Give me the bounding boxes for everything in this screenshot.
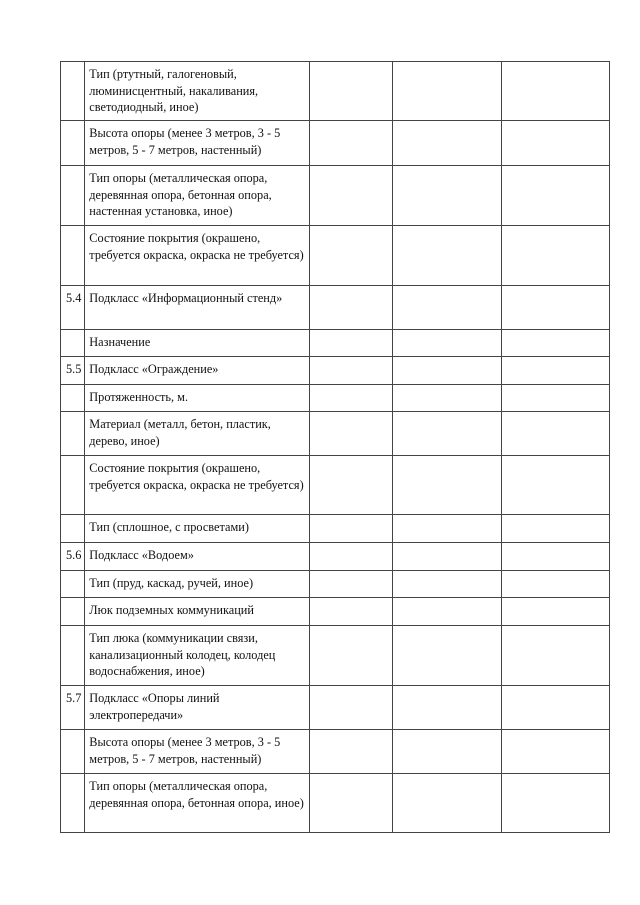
row-number-cell: [61, 515, 85, 543]
table-row: [61, 774, 610, 833]
value-cell-1: [310, 121, 393, 166]
row-number-cell: [61, 456, 85, 515]
row-number-cell: [61, 598, 85, 626]
attribute-name-cell: Высота опоры (менее 3 метров, 3 - 5 метров, 5 - 7 метров, настенный): [85, 121, 310, 166]
value-cell-2: [393, 730, 501, 774]
table-row: [61, 62, 610, 121]
value-cell-2: [393, 543, 501, 571]
value-cell-1: [310, 357, 393, 385]
row-number-cell: [61, 626, 85, 686]
table-row: [61, 456, 610, 515]
value-cell-2: [393, 226, 501, 286]
table-row: [61, 286, 610, 330]
value-cell-3: [501, 226, 609, 286]
row-number-cell: 5.6: [61, 543, 85, 571]
attribute-name-cell: Высота опоры (менее 3 метров, 3 - 5 метров, 5 - 7 метров, настенный): [85, 730, 310, 774]
value-cell-1: [310, 686, 393, 730]
value-cell-2: [393, 330, 501, 357]
row-number-cell: [61, 226, 85, 286]
table-row: [61, 357, 610, 385]
value-cell-3: [501, 515, 609, 543]
value-cell-2: [393, 357, 501, 385]
attribute-name-cell: Люк подземных коммуникаций: [85, 598, 310, 626]
value-cell-3: [501, 456, 609, 515]
attribute-name-cell: Состояние покрытия (окрашено, требуется окраска, окраска не требуется): [85, 226, 310, 286]
table-row: [61, 543, 610, 571]
row-number-cell: 5.4: [61, 286, 85, 330]
table-row: [61, 121, 610, 166]
row-number-cell: [61, 774, 85, 833]
attribute-name-cell: Тип опоры (металлическая опора, деревянная опора, бетонная опора, иное): [85, 774, 310, 833]
attribute-name-cell: Состояние покрытия (окрашено, требуется окраска, окраска не требуется): [85, 456, 310, 515]
attribute-name-cell: Протяженность, м.: [85, 385, 310, 412]
value-cell-1: [310, 515, 393, 543]
value-cell-3: [501, 121, 609, 166]
attribute-name-cell: Подкласс «Водоем»: [85, 543, 310, 571]
value-cell-1: [310, 226, 393, 286]
value-cell-3: [501, 330, 609, 357]
row-number-cell: [61, 730, 85, 774]
value-cell-2: [393, 686, 501, 730]
row-number-cell: [61, 412, 85, 456]
table-row: [61, 166, 610, 226]
table-row: [61, 226, 610, 286]
row-number-cell: 5.7: [61, 686, 85, 730]
value-cell-2: [393, 626, 501, 686]
attribute-name-cell: Назначение: [85, 330, 310, 357]
value-cell-3: [501, 357, 609, 385]
value-cell-3: [501, 686, 609, 730]
table-row: [61, 330, 610, 357]
value-cell-2: [393, 456, 501, 515]
table-row: [61, 412, 610, 456]
attribute-name-cell: Тип (сплошное, с просветами): [85, 515, 310, 543]
table-row: [61, 626, 610, 686]
row-number-cell: [61, 62, 85, 121]
table-row: [61, 730, 610, 774]
attribute-name-cell: Подкласс «Информационный стенд»: [85, 286, 310, 330]
attribute-name-cell: Тип (пруд, каскад, ручей, иное): [85, 571, 310, 598]
value-cell-1: [310, 62, 393, 121]
row-number-cell: [61, 571, 85, 598]
value-cell-3: [501, 598, 609, 626]
table-row: [61, 515, 610, 543]
value-cell-2: [393, 166, 501, 226]
table-row: [61, 598, 610, 626]
attribute-name-cell: Тип (ртутный, галогеновый, люминисцентный, накаливания, светодиодный, иное): [85, 62, 310, 121]
value-cell-2: [393, 774, 501, 833]
row-number-cell: 5.5: [61, 357, 85, 385]
attribute-name-cell: Подкласс «Опоры линий электропередачи»: [85, 686, 310, 730]
value-cell-3: [501, 626, 609, 686]
value-cell-1: [310, 730, 393, 774]
value-cell-3: [501, 385, 609, 412]
table-row: [61, 385, 610, 412]
value-cell-3: [501, 774, 609, 833]
value-cell-3: [501, 730, 609, 774]
value-cell-2: [393, 62, 501, 121]
value-cell-2: [393, 286, 501, 330]
value-cell-3: [501, 62, 609, 121]
row-number-cell: [61, 121, 85, 166]
value-cell-1: [310, 571, 393, 598]
value-cell-2: [393, 385, 501, 412]
value-cell-1: [310, 166, 393, 226]
value-cell-1: [310, 286, 393, 330]
value-cell-1: [310, 543, 393, 571]
attribute-name-cell: Подкласс «Ограждение»: [85, 357, 310, 385]
attributes-table: [60, 61, 610, 833]
row-number-cell: [61, 330, 85, 357]
row-number-cell: [61, 385, 85, 412]
attribute-name-cell: Материал (металл, бетон, пластик, дерево, иное): [85, 412, 310, 456]
value-cell-2: [393, 571, 501, 598]
table-row: [61, 571, 610, 598]
value-cell-1: [310, 598, 393, 626]
value-cell-3: [501, 166, 609, 226]
value-cell-3: [501, 412, 609, 456]
value-cell-1: [310, 626, 393, 686]
table-body: [61, 62, 610, 833]
value-cell-2: [393, 412, 501, 456]
value-cell-1: [310, 385, 393, 412]
row-number-cell: [61, 166, 85, 226]
attribute-name-cell: Тип люка (коммуникации связи, канализационный колодец, колодец водоснабжения, иное): [85, 626, 310, 686]
value-cell-1: [310, 456, 393, 515]
value-cell-3: [501, 286, 609, 330]
value-cell-2: [393, 598, 501, 626]
value-cell-3: [501, 543, 609, 571]
value-cell-1: [310, 412, 393, 456]
attribute-name-cell: Тип опоры (металлическая опора, деревянная опора, бетонная опора, настенная установка, иное): [85, 166, 310, 226]
value-cell-3: [501, 571, 609, 598]
value-cell-1: [310, 330, 393, 357]
value-cell-2: [393, 515, 501, 543]
value-cell-1: [310, 774, 393, 833]
value-cell-2: [393, 121, 501, 166]
table-row: [61, 686, 610, 730]
